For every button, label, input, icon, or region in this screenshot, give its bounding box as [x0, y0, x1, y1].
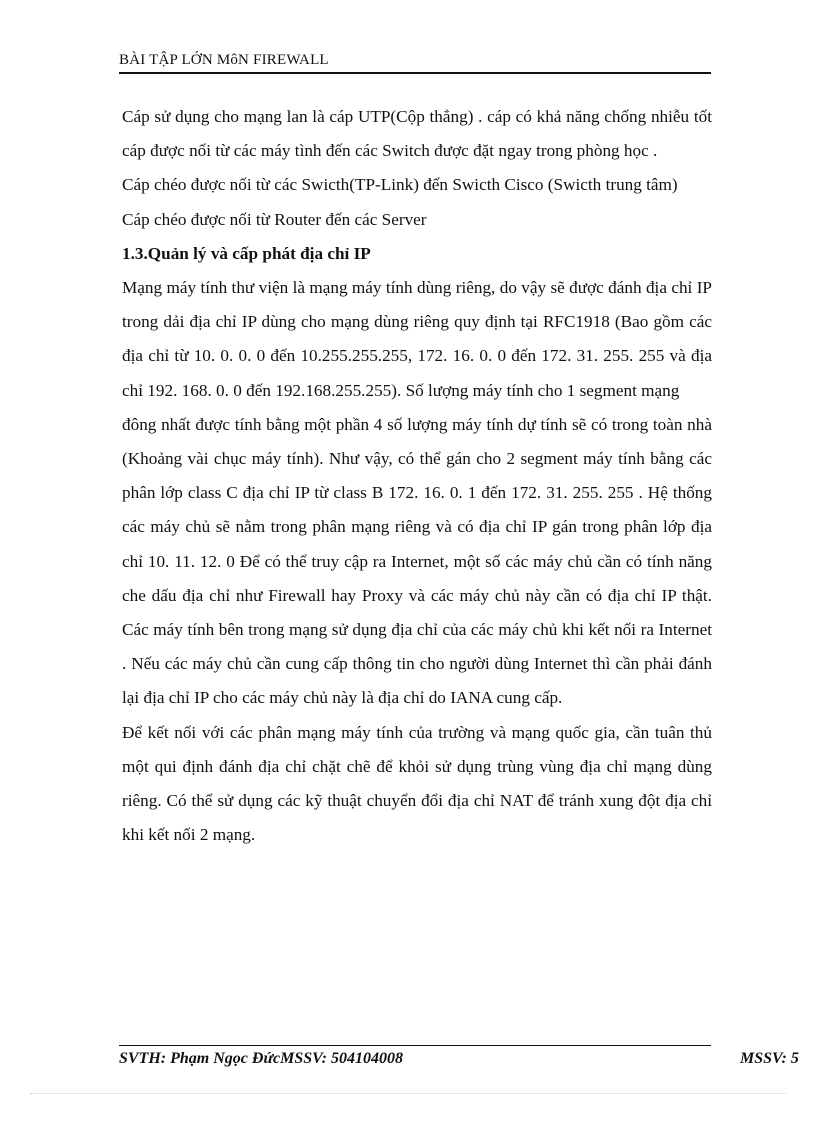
page-bottom-border	[30, 1093, 786, 1094]
footer-student-id: MSSV: 5	[740, 1050, 799, 1067]
paragraph-crossover-switch: Cáp chéo được nối từ các Swicth(TP-Link) đến Swicth Cisco (Swicth trung tâm)	[122, 175, 678, 195]
footer-student-info: SVTH: Phạm Ngọc ĐứcMSSV: 504104008	[119, 1050, 403, 1067]
page-header-title: BÀI TẬP LỚN MôN FIREWALL	[119, 52, 329, 68]
section-heading-ip-management: 1.3.Quản lý và cấp phát địa chỉ IP	[122, 243, 371, 263]
paragraph-nat: Để kết nối với các phân mạng máy tính của trường và mạng quốc gia, cần tuân thủ một qui định đánh địa chỉ chặt chẽ để khỏi sử dụng trùng vùng địa chỉ mạng dùng riêng. Có thể sử dụng các kỹ thuật chuyển đổi địa chỉ NAT để tránh xung đột địa chỉ khi kết nối 2 mạng.	[122, 722, 712, 845]
paragraph-private-network: Mạng máy tính thư viện là mạng máy tính dùng riêng, do vậy sẽ được đánh địa chỉ IP trong dải địa chỉ IP dùng cho mạng dùng riêng quy định tại RFC1918 (Bao gồm các địa chỉ từ 10. 0. 0. 0 đến 10.255.255.255, 172. 16. 0. 0 đến 172. 31. 255. 255 và địa chỉ 192. 168. 0. 0 đến 192.168.255.255). Số lượng máy tính cho 1 segment mạng	[122, 278, 712, 400]
paragraph-segment-addressing: đông nhất được tính bằng một phần 4 số lượng máy tính dự tính sẽ có trong toàn nhà (Khoảng vài chục máy tính). Như vậy, có thể gán cho 2 segment máy tính bằng các phân lớp class C địa chỉ IP từ class B 172. 16. 0. 1 đến 172. 31. 255. 255 . Hệ thống các máy chủ sẽ nằm trong phân mạng riêng và có địa chỉ IP gán trong phân lớp địa chỉ 10. 11. 12. 0 Để có thể truy cập ra Internet, một số các máy chủ cần có tính năng che dấu địa chỉ như Firewall hay Proxy và các máy chủ này cần có địa chỉ IP thật. Các máy tính bên trong mạng sử dụng địa chỉ của các máy chủ khi kết nối ra Internet . Nếu các máy chủ cần cung cấp thông tin cho người dùng Internet thì cần phải đánh lại địa chỉ IP cho các máy chủ này là địa chỉ do IANA cung cấp.	[122, 414, 712, 708]
paragraph-cable-utp: Cáp sử dụng cho mạng lan là cáp UTP(Cộp thẳng) . cáp có khả năng chống nhiễu tốt cáp được nối từ các máy tình đến các Switch được đặt ngay trong phòng học .	[122, 107, 712, 161]
header-divider	[119, 72, 711, 74]
paragraph-crossover-router: Cáp chéo được nối từ Router đến các Server	[122, 209, 427, 229]
footer-divider	[119, 1045, 711, 1046]
document-body	[122, 100, 712, 852]
